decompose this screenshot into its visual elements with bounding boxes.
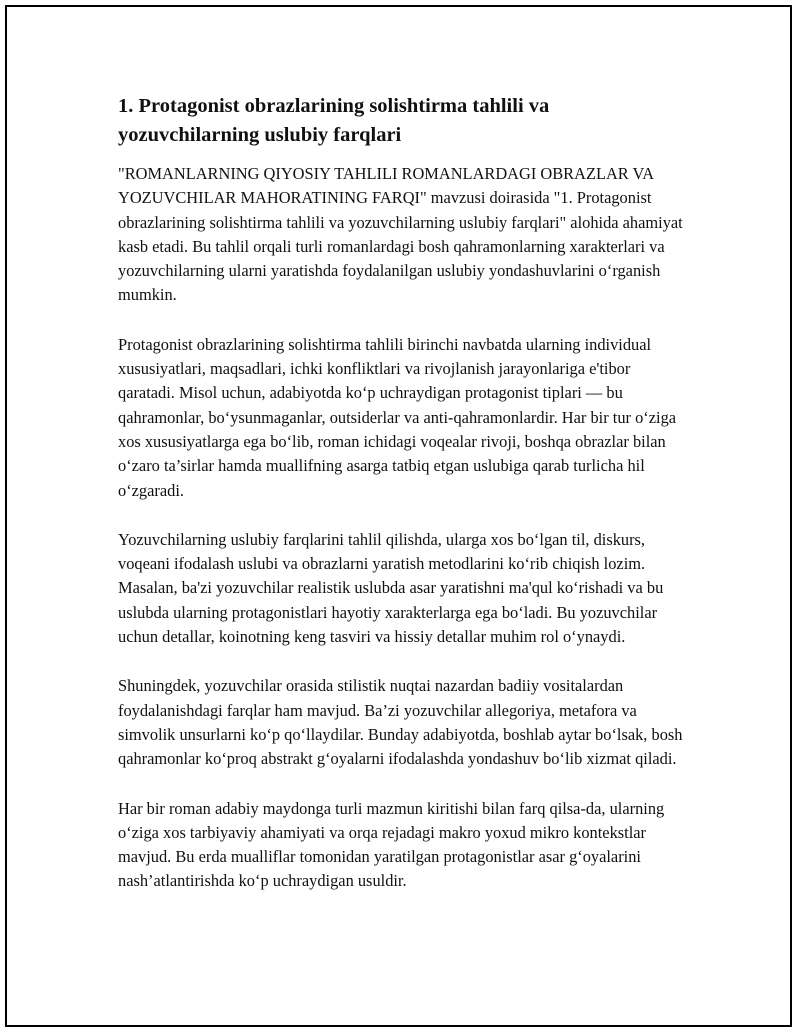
paragraph-artistic-devices: Shuningdek, yozuvchilar orasida stilistik nuqtai nazardan badiiy vositalardan foydalanishdagi farqlar ham mavjud. Ba’zi yozuvchilar allegoriya, metafora va simvolik unsurlarni ko‘p qo‘llaydilar. Bunday adabiyotda, boshlab aytar bo‘lsak, bosh qahramonlar ko‘proq abstrakt g‘oyalarni ifodalashda yondashuv bo‘lib xizmat qiladi.	[118, 676, 683, 769]
paragraph-protagonist-analysis: Protagonist obrazlarining solishtirma tahlili birinchi navbatda ularning individual xususiyatlari, maqsadlari, ichki konfliktlari va rivojlanish jarayonlariga e'tibor qaratadi. Misol uchun, adabiyotda ko‘p uchraydigan protagonist tiplari — bu qahramonlar, bo‘ysunmaganlar, outsiderlar va anti-qahramonlardir. Har bir tur o‘ziga xos xususiyatlarga ega bo‘lib, roman ichidagi voqealar rivoji, boshqa obrazlar bilan o‘zaro ta’sirlar hamda muallifning asarga tatbiq etgan uslubiga qarab turlicha hil o‘zgaradi.	[118, 334, 677, 500]
paragraph-stylistic-differences: Yozuvchilarning uslubiy farqlarini tahlil qilishda, ularga xos bo‘lgan til, diskurs, voqeani ifodalash uslubi va obrazlarni yaratish metodlarini ko‘rib chiqish lozim. Masalan, ba'zi yozuvchilar realistik uslubda asar yaratishni ma'qul ko‘rishadi va bu uslubda ularning protagonistlari hayotiy xarakterlarga ega bo‘ladi. Bu yozuvchilar uchun detallar, koinotning keng tasviri va hissiy detallar muhim rol o‘ynaydi.	[118, 529, 664, 647]
paragraph-conclusion: Har bir roman adabiy maydonga turli mazmun kiritishi bilan farq qilsa-da, ularning o‘ziga xos tarbiyaviy ahamiyati va orqa rejadagi makro yoxud mikro kontekstlar mavjud. Bu erda mualliflar tomonidan yaratilgan protagonistlar asar g‘oyalarini nash’atlantirishda ko‘p uchraydigan usuldir.	[118, 798, 665, 891]
paragraph-intro: "ROMANLARNING QIYOSIY TAHLILI ROMANLARDAGI OBRAZLAR VA YOZUVCHILAR MAHORATINING FARQI" mavzusi doirasida "1. Protagonist obrazlarining solishtirma tahlili va yozuvchilarning uslubiy farqlari" alohida ahamiyat kasb etadi. Bu tahlil orqali turli romanlardagi bosh qahramonlarning xarakterlari va yozuvchilarning ularni yaratishda foydalanilgan uslubiy yondashuvlarini o‘rganish mumkin.	[118, 164, 683, 305]
section-heading: 1. Protagonist obrazlarining solishtirma tahlili va yozuvchilarning uslubiy farqlari	[118, 95, 550, 146]
document-body	[118, 92, 690, 919]
